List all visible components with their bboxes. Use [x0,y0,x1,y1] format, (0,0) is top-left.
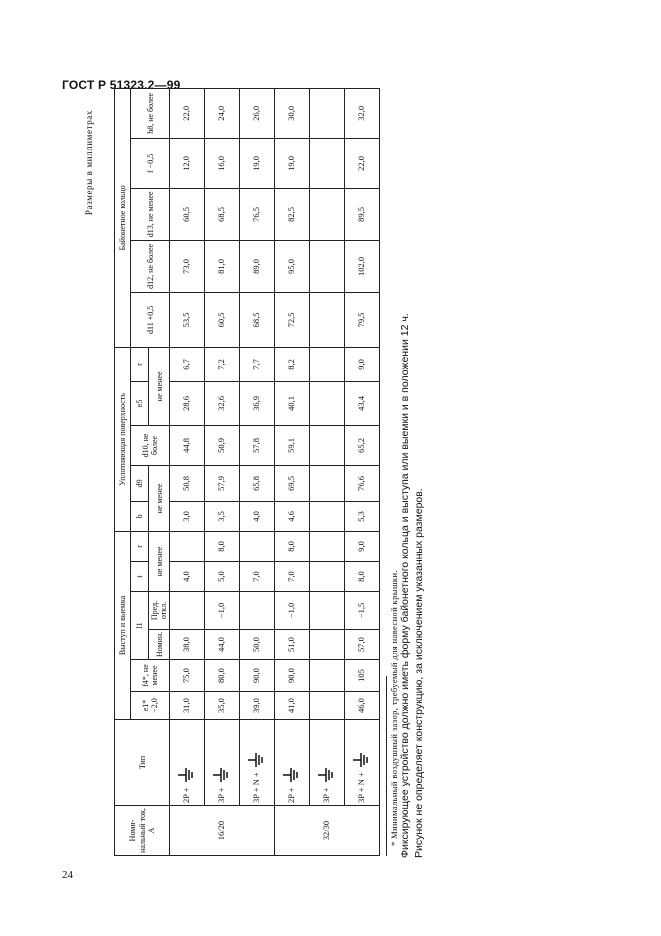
cell-h8: 30,0 [275,88,310,138]
note-text [398,98,426,858]
cell-h8: 26,0 [240,88,275,138]
col-tr-min: не менее [149,531,170,591]
ground-icon [283,767,301,783]
col-d13: d13, не менее [131,188,170,240]
cell-b [310,501,345,531]
table-row [205,88,240,855]
col-d12: d12, не более [131,240,170,292]
cell-e1: 31,0 [170,692,205,720]
ground-icon [213,767,231,783]
cell-l1-nom: 38,0 [170,630,205,660]
col-e5: e5 [131,381,149,425]
cell-d13 [310,188,345,240]
cell-d10: 44,8 [170,425,205,465]
cell-d10 [310,425,345,465]
cell-r [240,531,275,561]
col-e5r-min: не менее [149,347,170,425]
document-header: ГОСТ Р 51323.2—99 [62,78,181,92]
cell-h8: 22,0 [170,88,205,138]
ground-icon [318,767,336,783]
cell-b: 4,6 [275,501,310,531]
cell-type: 3P + N + [240,720,275,806]
cell-d9: 76,6 [345,465,380,501]
cell-e1: 35,0 [205,692,240,720]
table-row [170,88,205,855]
note-line-2: Рисунок не определяет конструкцию, за исключением указанных размеров. [413,488,425,858]
cell-e5 [310,381,345,425]
cell-h8 [310,88,345,138]
cell-d13: 60,5 [170,188,205,240]
cell-t: 8,0 [345,562,380,592]
ground-icon [248,752,266,768]
col-l1-tol: Пред. откл. [149,592,170,630]
cell-current: 16/20 [170,806,275,856]
col-type: Тип [115,720,170,806]
cell-b: 5,3 [345,501,380,531]
col-nominal-current: Номи-нальный ток, А [115,806,170,856]
cell-current: 32/30 [275,806,380,856]
cell-f4: 105 [345,660,380,692]
cell-f: 12,0 [170,138,205,188]
col-r2: r [131,347,149,381]
col-d11: d11 +0,5 [131,292,170,347]
cell-type: 3P + N + [345,720,380,806]
cell-r2: 7,2 [205,347,240,381]
cell-t: 5,0 [205,562,240,592]
cell-l1-nom: 51,0 [275,630,310,660]
cell-d11 [310,292,345,347]
cell-h8: 24,0 [205,88,240,138]
cell-l1-nom [310,630,345,660]
cell-d9: 69,5 [275,465,310,501]
cell-f: 16,0 [205,138,240,188]
cell-d9 [310,465,345,501]
cell-h8: 32,0 [345,88,380,138]
cell-l1-tol [240,592,275,630]
group-protrusion: Выступ и выемка [115,531,131,719]
cell-t: 7,0 [275,562,310,592]
cell-type: 2P + [275,720,310,806]
cell-d11: 60,5 [205,292,240,347]
cell-d13: 82,5 [275,188,310,240]
col-r: r [131,531,149,561]
cell-d11: 53,5 [170,292,205,347]
cell-f4: 90,0 [240,660,275,692]
cell-r [170,531,205,561]
cell-type: 2P + [170,720,205,806]
cell-l1-nom: 50,0 [240,630,275,660]
cell-b: 3,0 [170,501,205,531]
cell-f: 19,0 [240,138,275,188]
cell-f4: 90,0 [275,660,310,692]
cell-f4 [310,660,345,692]
cell-r2: 7,7 [240,347,275,381]
units-note: Размеры в миллиметрах [84,110,94,216]
cell-d12: 95,0 [275,240,310,292]
cell-l1-tol [170,592,205,630]
cell-e5: 28,6 [170,381,205,425]
table-row [275,88,310,855]
cell-t [310,562,345,592]
cell-r: 9,0 [345,531,380,561]
cell-r [310,531,345,561]
group-bayonet: Байонетное кольцо [115,88,131,347]
cell-e5: 40,1 [275,381,310,425]
cell-d13: 76,5 [240,188,275,240]
cell-f4: 75,0 [170,660,205,692]
cell-type: 3P + [310,720,345,806]
cell-e5: 43,4 [345,381,380,425]
cell-d12 [310,240,345,292]
cell-d11: 68,5 [240,292,275,347]
cell-t: 4,0 [170,562,205,592]
cell-d13: 89,5 [345,188,380,240]
ground-icon [353,752,371,768]
footnote-rule [386,676,387,856]
col-d9: d9 [131,465,149,501]
cell-f: 19,0 [275,138,310,188]
cell-r: 8,0 [205,531,240,561]
cell-e1 [310,692,345,720]
cell-t: 7,0 [240,562,275,592]
cell-l1-tol [310,592,345,630]
col-l1: l1 [131,592,149,660]
cell-b: 4,0 [240,501,275,531]
cell-l1-nom: 57,0 [345,630,380,660]
col-h8: h8, не более [131,88,170,138]
cell-d13: 68,5 [205,188,240,240]
cell-d12: 102,0 [345,240,380,292]
col-b: b [131,501,149,531]
table-row [345,88,380,855]
cell-l1-nom: 44,0 [205,630,240,660]
cell-d10: 65,2 [345,425,380,465]
cell-d9: 50,8 [170,465,205,501]
dimensions-table [114,88,380,856]
col-e1: e1* −2,0 [131,692,170,720]
group-sealing: Уплотняющая поверхность [115,347,131,531]
cell-r2: 8,2 [275,347,310,381]
cell-d9: 65,8 [240,465,275,501]
footnote: * Минимальный воздушный зазор, требуемый для навесной крышки. [389,570,399,846]
cell-r2: 9,0 [345,347,380,381]
cell-l1-tol: −1,0 [275,592,310,630]
ground-icon [178,767,196,783]
col-bd9-min: не менее [149,465,170,531]
cell-l1-tol: −1,5 [345,592,380,630]
cell-r: 8,0 [275,531,310,561]
col-l1-nom: Номин. [149,630,170,660]
cell-e5: 36,9 [240,381,275,425]
cell-f [310,138,345,188]
col-f: f −0,5 [131,138,170,188]
cell-d9: 57,9 [205,465,240,501]
cell-e1: 46,0 [345,692,380,720]
cell-e1: 39,0 [240,692,275,720]
table-row [310,88,345,855]
rotated-table-block [84,92,414,856]
cell-d10: 50,9 [205,425,240,465]
page-number: 24 [62,869,73,881]
col-d10: d10, не более [131,425,170,465]
cell-type: 3P + [205,720,240,806]
cell-d12: 73,0 [170,240,205,292]
cell-b: 3,5 [205,501,240,531]
cell-f: 22,0 [345,138,380,188]
cell-r2 [310,347,345,381]
cell-d10: 57,8 [240,425,275,465]
cell-e1: 41,0 [275,692,310,720]
cell-d11: 79,5 [345,292,380,347]
cell-d12: 89,0 [240,240,275,292]
table-row [240,88,275,855]
col-t: t [131,562,149,592]
cell-d11: 72,5 [275,292,310,347]
cell-e5: 32,6 [205,381,240,425]
cell-d10: 59,1 [275,425,310,465]
cell-l1-tol: −1,0 [205,592,240,630]
col-f4: f4*, не менее [131,660,170,692]
cell-d12: 81,0 [205,240,240,292]
note-line-1: Фиксирующее устройство должно иметь форму байонетного кольца и выступа или выемки и в положении 12 ч. [399,313,411,858]
cell-f4: 80,0 [205,660,240,692]
cell-r2: 6,7 [170,347,205,381]
